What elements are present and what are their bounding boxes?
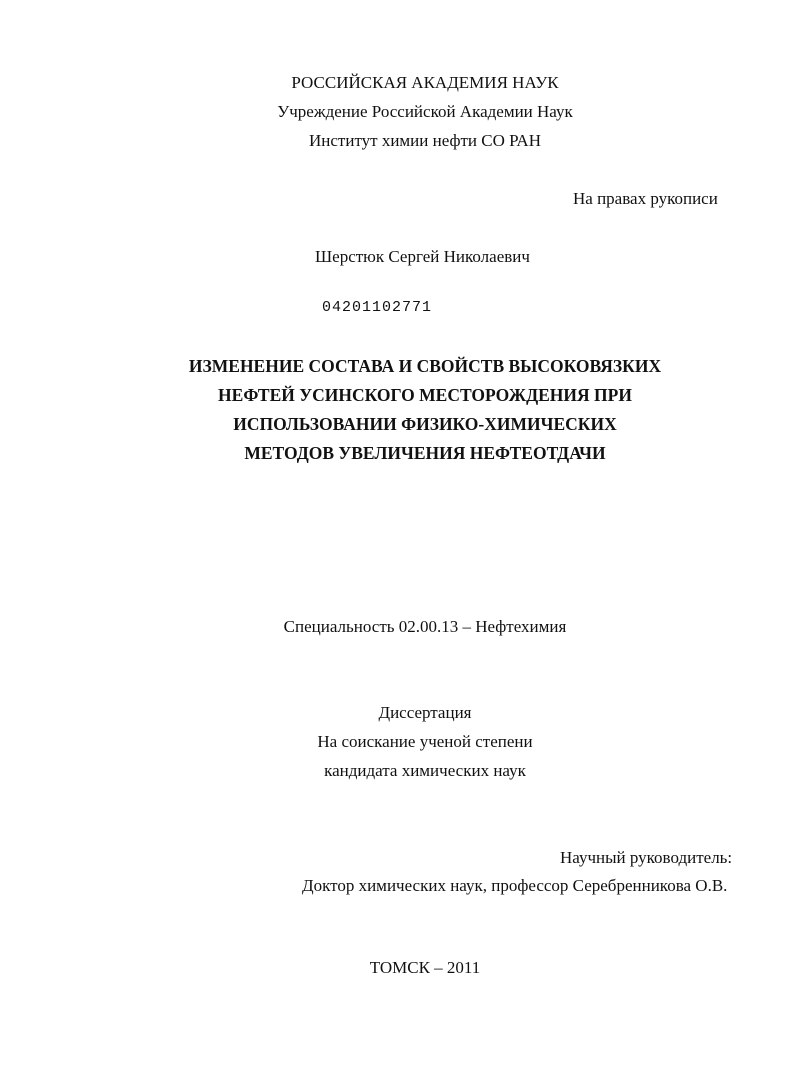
- institution-name: Учреждение Российской Академии Наук: [277, 102, 573, 121]
- title-line: МЕТОДОВ УВЕЛИЧЕНИЯ НЕФТЕОТДАЧИ: [244, 443, 606, 463]
- author-name: Шерстюк Сергей Николаевич: [315, 247, 530, 266]
- degree-line: На соискание ученой степени: [317, 732, 533, 751]
- title-line: ИЗМЕНЕНИЕ СОСТАВА И СВОЙСТВ ВЫСОКОВЯЗКИХ: [188, 356, 662, 376]
- title-line: ИСПОЛЬЗОВАНИИ ФИЗИКО-ХИМИЧЕСКИХ: [233, 414, 617, 434]
- city-year: ТОМСК – 2011: [369, 958, 481, 977]
- dissertation-title: [0, 352, 792, 468]
- title-line: НЕФТЕЙ УСИНСКОГО МЕСТОРОЖДЕНИЯ ПРИ: [218, 385, 632, 405]
- registration-number: 04201102771: [322, 299, 433, 316]
- supervisor-label: Научный руководитель:: [560, 848, 733, 867]
- institute-name: Институт химии нефти СО РАН: [309, 131, 541, 150]
- academy-name: РОССИЙСКАЯ АКАДЕМИЯ НАУК: [291, 73, 559, 92]
- manuscript-note: На правах рукописи: [573, 189, 718, 208]
- dissertation-type: Диссертация: [378, 703, 472, 722]
- specialty: Специальность 02.00.13 – Нефтехимия: [283, 617, 567, 636]
- supervisor-name: Доктор химических наук, профессор Серебренникова О.В.: [302, 876, 728, 895]
- degree-field: кандидата химических наук: [324, 761, 526, 780]
